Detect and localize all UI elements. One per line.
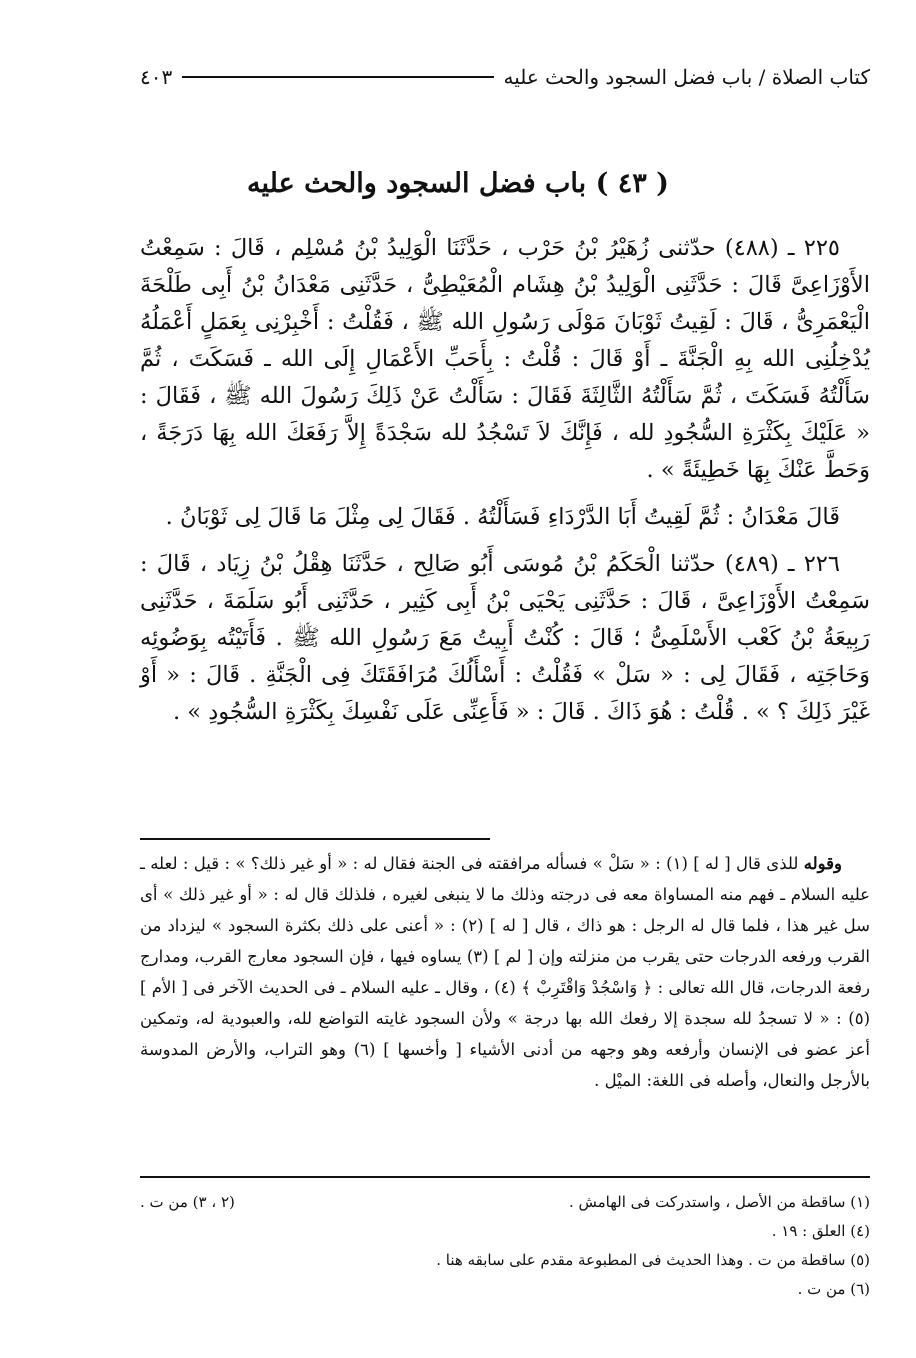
footnote-6: (٦) من ت .	[797, 1280, 870, 1298]
commentary-rule	[140, 838, 490, 840]
footnotes	[140, 1188, 870, 1304]
footnote-5: (٥) ساقطة من ت . وهذا الحديث فى المطبوعة مقدم على سابقه هنا .	[436, 1251, 870, 1269]
running-header	[140, 62, 870, 92]
footnotes-rule	[140, 1176, 870, 1178]
hadith-225: ٢٢٥ ـ (٤٨٨) حدّثنى زُهَيْرُ بْنُ حَرْب ، حَدَّثَنَا الْوَلِيدُ بْنُ مُسْلِم ، قَالَ : سَمِعْتُ الأَوْزَاعِىَّ قَالَ : حَدَّثَنِى الْوَلِيدُ بْنُ هِشَام الْمُعَيْطِىُّ ، حَدَّثَنِى مَعْدَانُ بْنُ أَبِى طَلْحَةَ الْيَعْمَرِىُّ ، قَالَ : لَقِيتُ ثَوْبَانَ مَوْلَى رَسُولِ الله ﷺ ، فَقُلْتُ : أَخْبِرْنِى بِعَمَلٍ أَعْمَلُهُ يُدْخِلُنِى الله بِهِ الْجَنَّةَ ـ أَوْ قَالَ : قُلْتُ : بِأَحَبِّ الأَعْمَالِ إِلَى الله ـ فَسَكَتَ ، ثُمَّ سَأَلْتُهُ فَسَكَتَ ، ثُمَّ سَأَلْتُهُ الثَّالِثَةَ فَقَالَ : سَأَلْتُ عَنْ ذَلِكَ رَسُولَ الله ﷺ ، فَقَالَ : « عَلَيْكَ بِكَثْرَةِ السُّجُودِ لله ، فَإِنَّكَ لاَ تَسْجُدُ لله سَجْدَةً إِلاَّ رَفَعَكَ الله بِهَا دَرَجَةً ، وَحَطَّ عَنْكَ بِهَا خَطِيئَةً » .	[140, 235, 870, 483]
commentary	[140, 848, 870, 1096]
hadith-226: ٢٢٦ ـ (٤٨٩) حدّثنا الْحَكَمُ بْنُ مُوسَى أَبُو صَالِح ، حَدَّثَنَا هِقْلُ بْنُ زِيَاد ، قَالَ : سَمِعْتُ الأَوْزَاعِىَّ ، قَالَ : حَدَّثَنِى يَحْيَى بْنُ أَبِى كَثِير ، حَدَّثَنِى أَبُو سَلَمَةَ ، حَدَّثَنِى رَبِيعَةُ بْنُ كَعْب الأَسْلَمِىُّ ؛ قَالَ : كُنْتُ أَبِيتُ مَعَ رَسُولِ الله ﷺ . فَأَتَيْتُه بِوَضُوئِه وَحَاجَتِه ، فَقَالَ لِى : « سَلْ » فَقُلْتُ : أَسْأَلُكَ مُرَافَقَتَكَ فِى الْجَنَّةِ . قَالَ : « أَوْ غَيْرَ ذَلِكَ ؟ » . قُلْتُ : هُوَ ذَاكَ . قَالَ : « فَأَعِنِّى عَلَى نَفْسِكَ بِكَثْرَةِ السُّجُودِ » .	[140, 551, 870, 725]
footnote-row	[140, 1188, 870, 1217]
page-number: ٤٠٣	[140, 65, 173, 89]
commentary-lead: وقوله	[803, 854, 842, 873]
footnote-1: (١) ساقطة من الأصل ، واستدركت فى الهامش .	[568, 1193, 870, 1211]
footnote-4: (٤) العلق : ١٩ .	[771, 1222, 870, 1240]
footnote-2-3: (٢ ، ٣) من ت .	[140, 1193, 235, 1211]
hadith-225-continuation: قَالَ مَعْدَانُ : ثُمَّ لَقِيتُ أَبَا الدَّرْدَاءِ فَسَأَلْتُهُ . فَقَالَ لِى مِثْلَ مَا قَالَ لِى ثَوْبَانُ .	[165, 504, 840, 530]
chapter-title: ( ٤٣ ) باب فضل السجود والحث عليه	[247, 168, 669, 199]
running-title: كتاب الصلاة / باب فضل السجود والحث عليه	[503, 65, 870, 89]
hadith-text	[140, 230, 870, 731]
header-rule	[182, 76, 493, 78]
commentary-text: للذى قال [ له ] (١) : « سَلْ » فسأله مرافقته فى الجنة فقال له : « أو غير ذلك؟ » : قيل : لعله ـ عليه السلام ـ فهم منه المساواة معه فى درجته وذلك ما لا ينبغى لغيره ، فلذلك قال له : « أو غير ذلك » أى سل غير هذا ، فلما قال له الرجل : هو ذاك ، قال [ له ] (٢) : « أعنى على ذلك بكثرة السجود » ليزداد من القرب ورفعه الدرجات حتى يقرب من منزلته وإن [ لم ] (٣) يساوه فيها ، فإن السجود معارج القرب، ومدارج رفعة الدرجات، قال الله تعالى : ﴿ وَاسْجُدْ وَاقْتَرِبْ ﴾ (٤) ، وقال ـ عليه السلام ـ فى الحديث الآخر فى [ الأم ] (٥) : « لا تسجدُ لله سجدة إلا رفعك الله بها درجة » ولأن السجود غايته التواضع لله، والعبودية له، وتمكين أعز عضو فى الإنسان وأرفعه وهو وجهه من أدنى الأشياء [ وأخسها ] (٦) وهو التراب، والأرض المدوسة بالأرجل والنعال، وأصله فى اللغة: الميْل .	[140, 854, 871, 1090]
commentary-paragraph	[140, 848, 870, 1096]
